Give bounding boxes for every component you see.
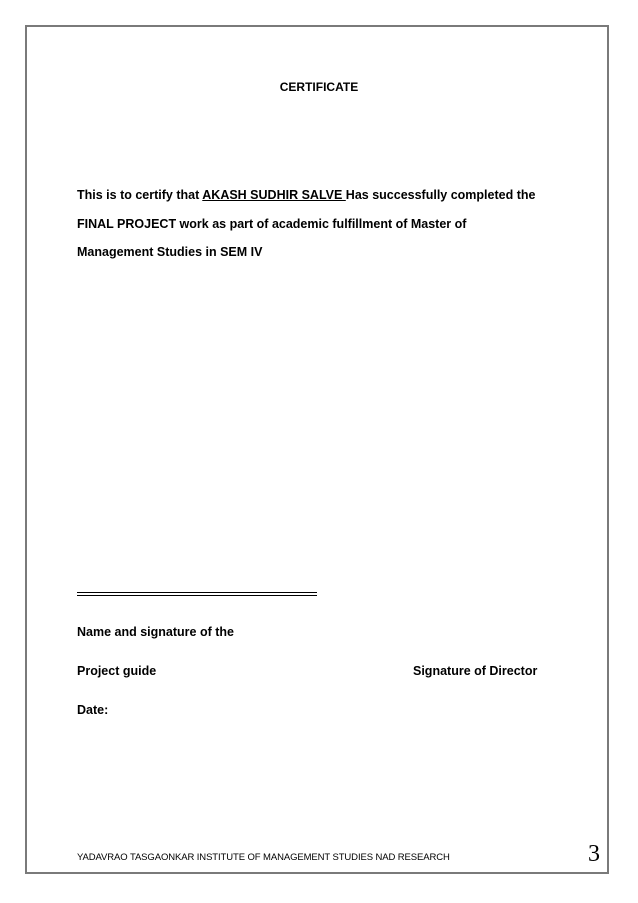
footer-institute-name: YADAVRAO TASGAONKAR INSTITUTE OF MANAGEMENT STUDIES NAD RESEARCH [77,852,450,863]
signature-line-underscore [77,595,317,596]
name-and-signature-label: Name and signature of the [77,625,234,639]
certification-line-3: Management Studies in SEM IV [77,245,263,259]
certification-line-1 [77,188,535,202]
student-name: AKASH SUDHIR SALVE [202,188,346,202]
date-label: Date: [77,703,109,717]
signature-line [77,592,317,593]
certification-line-2: FINAL PROJECT work as part of academic fulfillment of Master of [77,217,467,231]
certificate-title: CERTIFICATE [279,80,359,94]
certification-prefix: This is to certify that [77,188,203,202]
page-number: 3 [588,841,600,867]
project-guide-label: Project guide [77,664,157,678]
certification-suffix: Has successfully completed the [345,188,536,202]
director-signature-label: Signature of Director [413,664,538,678]
page-border [25,25,609,874]
